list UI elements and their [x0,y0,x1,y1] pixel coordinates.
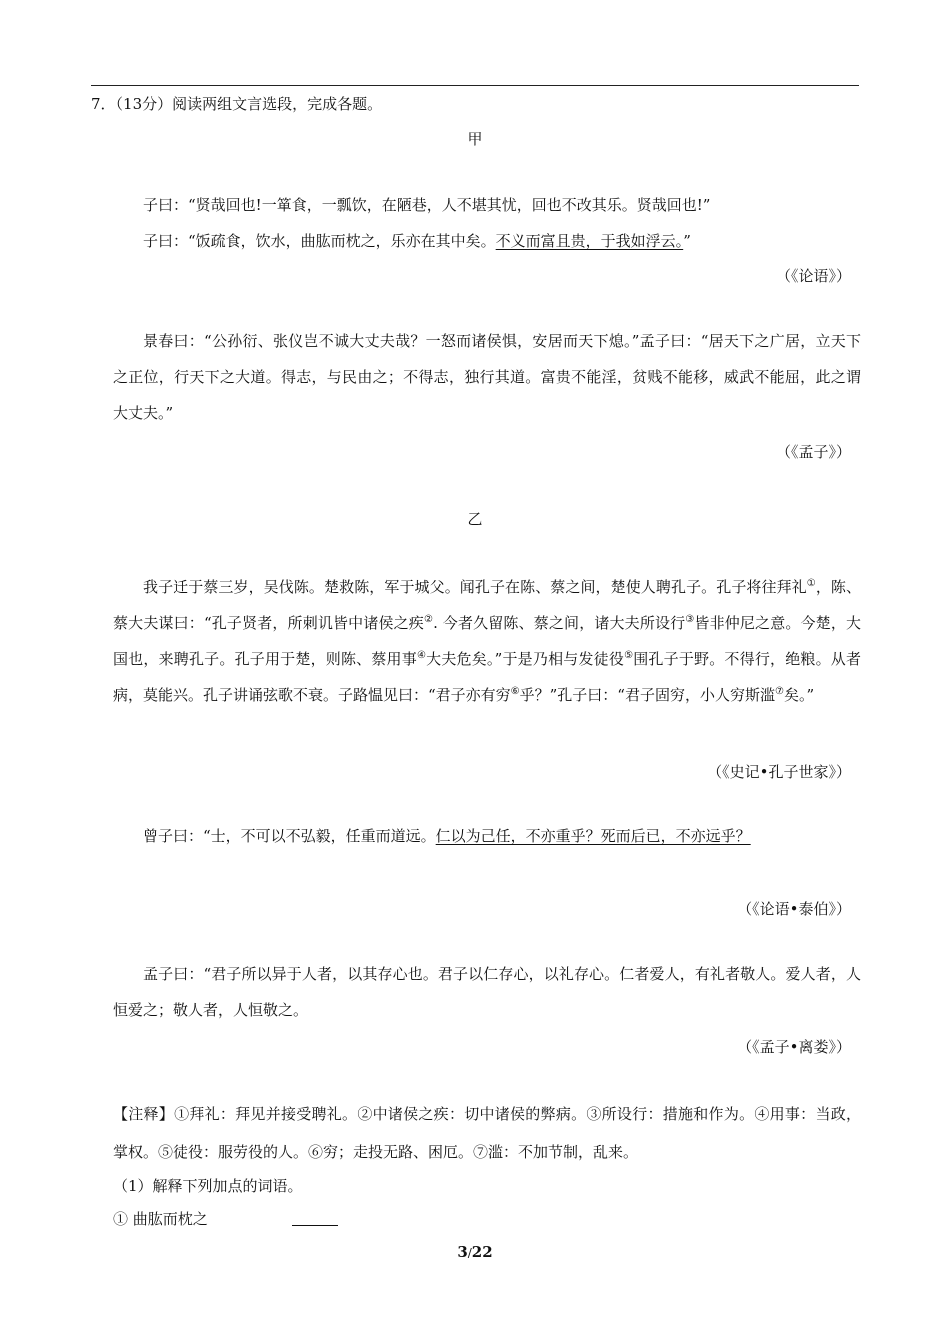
jia-p2-end: ” [683,232,691,250]
page-current: 3 [457,1243,468,1261]
sub-question-item-1 [113,1208,338,1229]
yi-paragraph-1 [113,569,861,713]
note-ref-3: ③ [685,614,695,625]
yi-source-2: （《论语•泰伯》） [737,900,851,918]
group-jia-label: 甲 [467,130,483,148]
page-number [0,1243,950,1261]
header-rule [91,85,859,86]
yi-p1-f: 围孔子于野。不得行，绝粮。从者病，莫能兴。孔子讲诵弦歌不衰。子路愠见曰：“君子亦有穷 [113,650,861,704]
jia-source-1: （《论语》） [775,267,851,285]
yi-p2-text: 曾子曰：“士，不可以不弘毅，任重而道远。 [143,827,436,845]
yi-p1-g: 乎？”孔子曰：“君子固穷，小人穷斯滥 [519,686,775,704]
yi-p1-d: 皆非仲尼之意。今楚，大国也，来聘孔子。孔子用于楚，则陈、蔡用事 [113,614,861,668]
yi-p1-b: ，陈、蔡大夫谋曰：“孔子贤者，所刺讥皆中诸侯之疾 [113,578,861,632]
sub-question-title: （1）解释下列加点的词语。 [113,1177,303,1195]
note-ref-6: ⑥ [510,686,520,697]
answer-blank[interactable] [292,1213,338,1226]
note-ref-1: ① [806,578,816,589]
jia-paragraph-2 [113,223,861,259]
group-yi-label: 乙 [467,510,483,528]
jia-paragraph-1: 子曰：“贤哉回也!一箪食，一瓢饮，在陋巷，人不堪其忧，回也不改其乐。贤哉回也!” [143,196,711,214]
note-ref-4: ④ [416,650,427,661]
yi-paragraph-3: 孟子曰：“君子所以异于人者，以其存心也。君子以仁存心，以礼存心。仁者爱人，有礼者敬人。爱人者，人恒爱之；敬人者，人恒敬之。 [113,965,861,1019]
note-ref-5: ⑤ [624,650,634,661]
yi-p2-underlined: 仁以为己任，不亦重乎？死而后已，不亦远乎？ [435,827,751,845]
jia-source-2: （《孟子》） [775,443,851,461]
page-total: 22 [471,1243,493,1261]
yi-source-1: （《史记•孔子世家》） [707,763,851,781]
yi-p1-a: 我子迁于蔡三岁，吴伐陈。楚救陈，军于城父。闻孔子在陈、蔡之间，楚使人聘孔子。孔子将往拜礼 [143,578,807,596]
yi-p1-h: 矣。” [783,686,815,704]
note-ref-2: ② [423,614,434,625]
jia-paragraph-3: 景春曰：“公孙衍、张仪岂不诚大丈夫哉？一怒而诸侯惧，安居而天下熄。”孟子曰：“居天下之广居，立天下之正位，行天下之大道。得志，与民由之；不得志，独行其道。富贵不能淫，贫贱不能移，威武不能屈，此之谓大丈夫。” [113,332,861,422]
question-title: 7．（13分）阅读两组文言选段，完成各题。 [91,95,383,113]
annotation-notes: 【注释】①拜礼：拜见并接受聘礼。②中诸侯之疾：切中诸侯的弊病。③所设行：措施和作为。④用事：当政，掌权。⑤徒役：服劳役的人。⑥穷；走投无路、困厄。⑦滥：不加节制，乱来。 [113,1105,861,1161]
page-separator: / [467,1246,472,1260]
jia-p2-text: 子曰：“饭疏食，饮水，曲肱而枕之，乐亦在其中矣。 [143,232,496,250]
yi-paragraph-2 [113,818,861,854]
item-1-text: ① 曲肱而枕之 [113,1210,208,1228]
yi-source-3: （《孟子•离娄》） [737,1038,851,1056]
note-ref-7: ⑦ [774,686,784,697]
jia-p2-underlined: 不义而富且贵，于我如浮云。 [495,232,684,250]
yi-p1-e: 大夫危矣。”于是乃相与发徒役 [426,650,625,668]
yi-p1-c: . 今者久留陈、蔡之间，诸大夫所设行 [433,614,686,632]
